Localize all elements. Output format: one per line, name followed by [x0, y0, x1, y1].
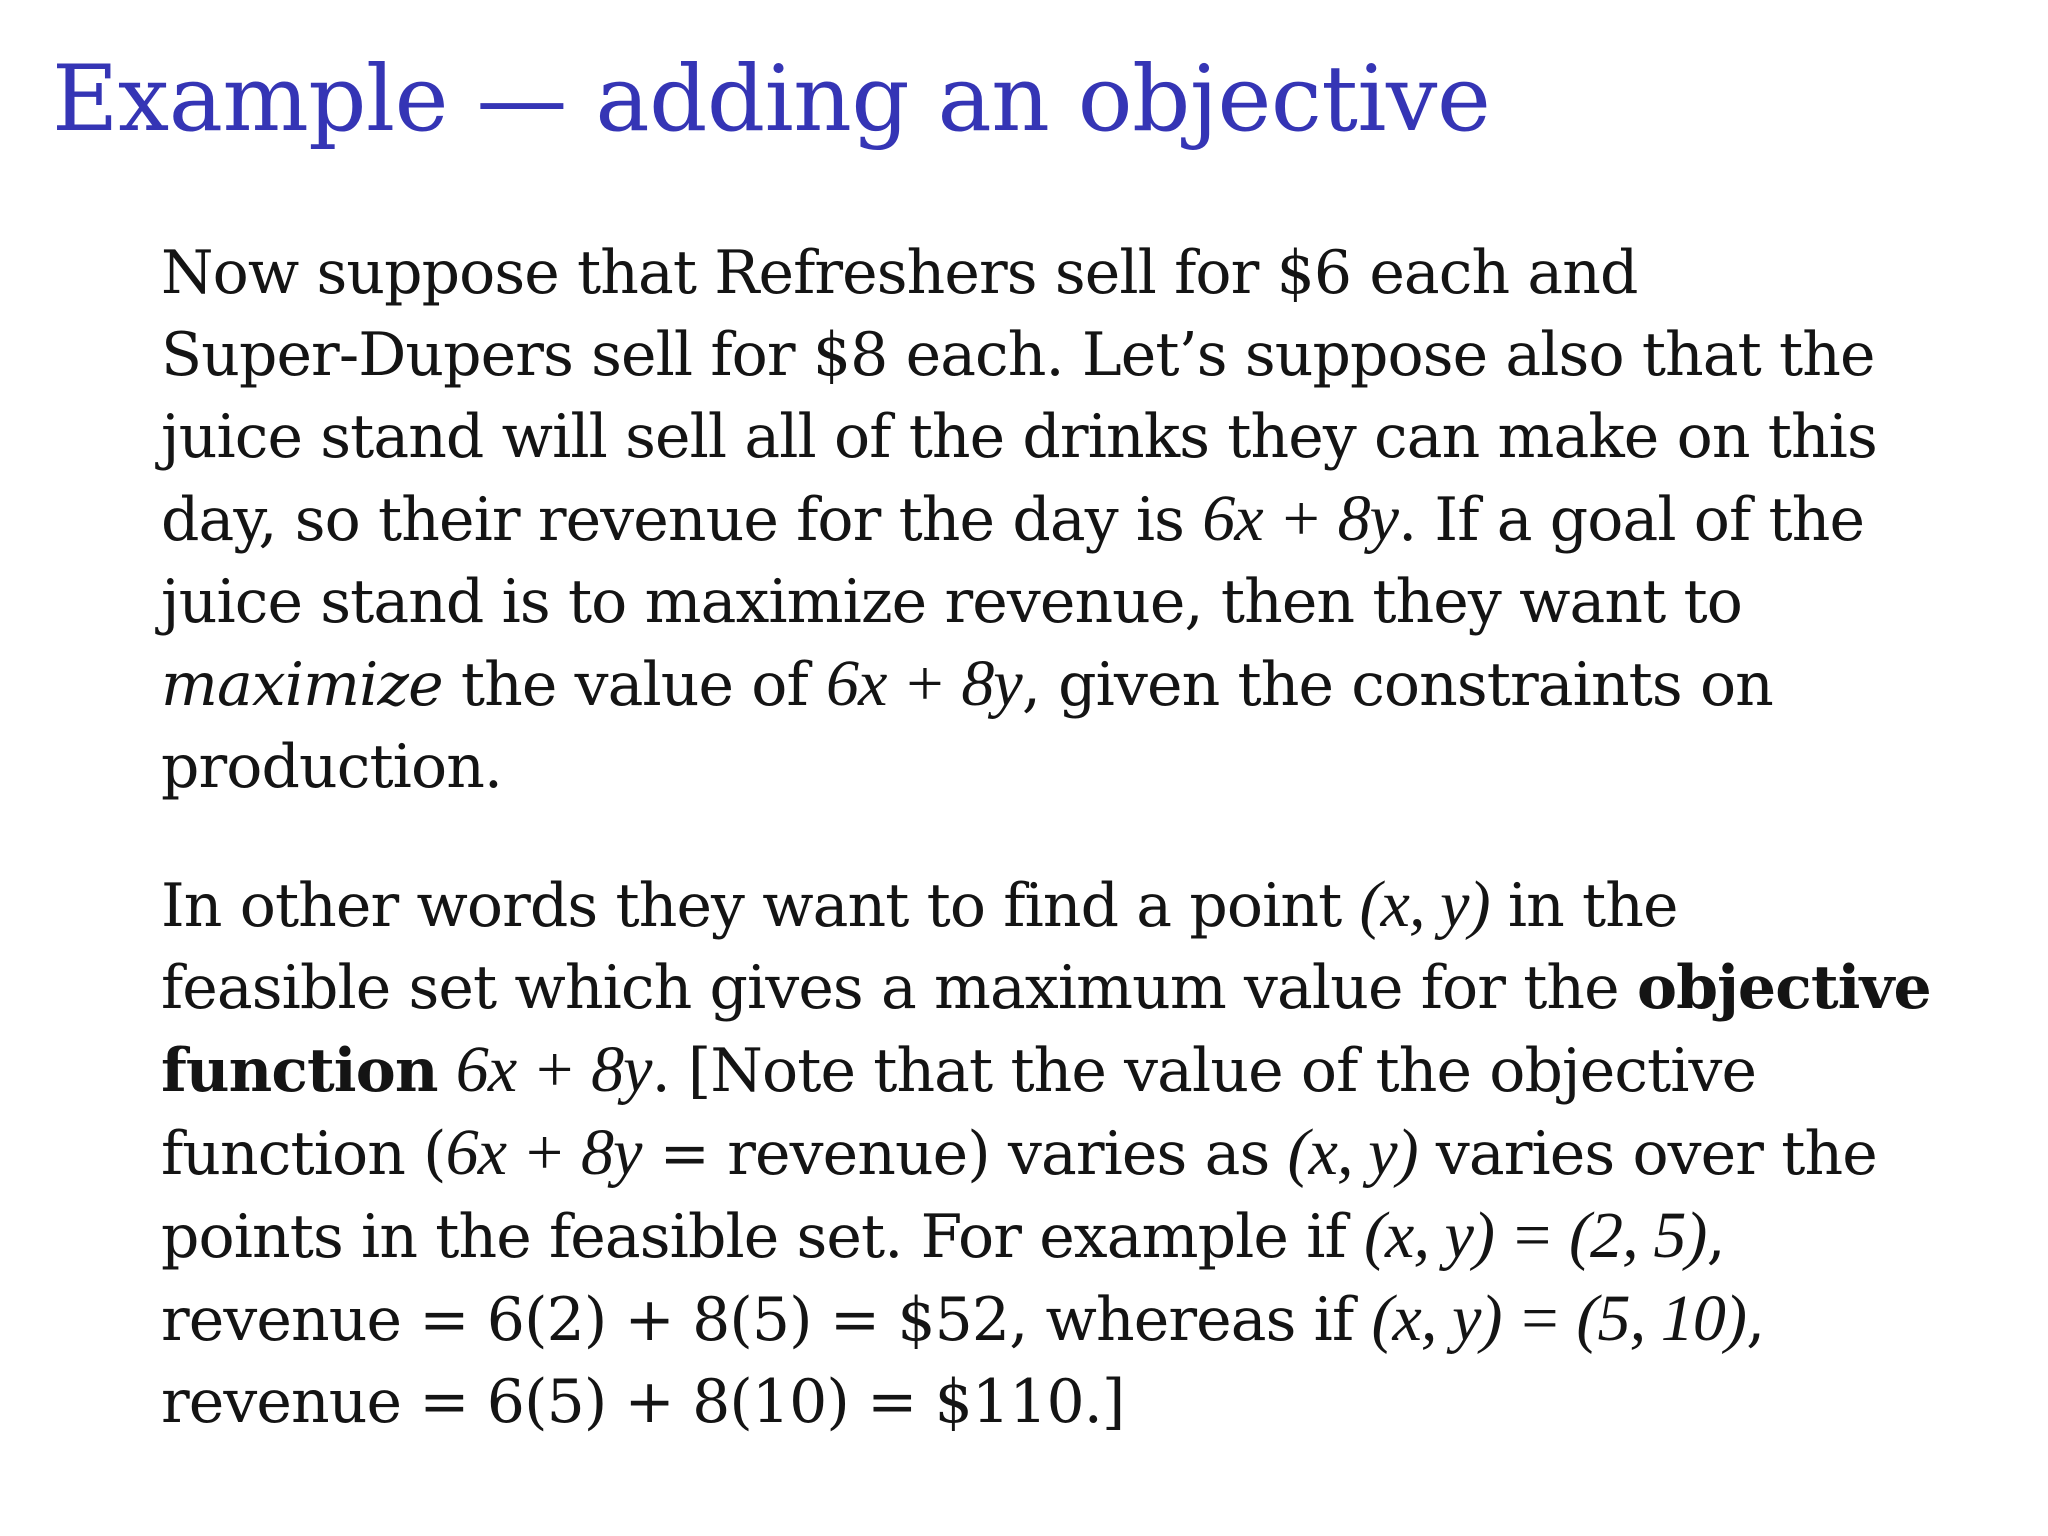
math-expression: (x, y) = (5, 10) [1371, 1282, 1747, 1355]
text-line [161, 947, 2041, 1029]
text-line: Super-Dupers sell for $8 each. Let’s suppose also that the [161, 320, 1875, 390]
text-run: revenue = 6(2) + 8(5) = $52, whereas if [161, 1285, 1372, 1355]
text-run: . If a goal of the [1398, 485, 1865, 555]
text-run: . [Note that the value of the objective [651, 1036, 1757, 1106]
text-line: juice stand will sell all of the drinks they can make on this [161, 402, 1877, 472]
text-line [161, 1112, 2041, 1195]
text-run: day, so their revenue for the day is [161, 485, 1203, 555]
text-run: varies over the [1417, 1119, 1877, 1189]
math-expression: 6x + 8y [455, 1033, 652, 1106]
text-line [161, 1278, 2041, 1361]
math-expression: 6x + 8y [445, 1116, 642, 1189]
slide-title: Example — adding an objective [52, 47, 1491, 152]
text-line: juice stand is to maximize revenue, then they want to [161, 567, 1742, 637]
math-expression: (x, y) [1359, 868, 1490, 941]
paragraph-objective-function [161, 864, 2041, 1443]
emphasized-word: maximize [161, 650, 443, 720]
text-run: , given the constraints on [1021, 650, 1773, 720]
math-expression: 6x + 8y [1202, 482, 1399, 555]
text-run: points in the feasible set. For example if [161, 1202, 1364, 1272]
text-line: Now suppose that Refreshers sell for $6 each and [161, 238, 1638, 308]
text-line [161, 1195, 2041, 1278]
text-run: , [1706, 1202, 1725, 1272]
math-expression: (x, y) = (2, 5) [1363, 1199, 1707, 1272]
text-run: In other words they want to find a point [161, 871, 1360, 941]
text-line: production. [161, 732, 503, 802]
text-run: feasible set which gives a maximum value for the [161, 953, 1637, 1023]
text-run: function ( [161, 1119, 446, 1189]
bold-term: function [161, 1036, 438, 1106]
text-run: = revenue) varies as [641, 1119, 1288, 1189]
text-run: in the [1489, 871, 1678, 941]
text-line: revenue = 6(5) + 8(10) = $110.] [161, 1367, 1125, 1437]
text-run: , [1746, 1285, 1765, 1355]
text-run: the value of [442, 650, 826, 720]
math-expression: 6x + 8y [826, 647, 1022, 720]
paragraph-revenue-setup [161, 232, 2041, 808]
text-line [161, 1029, 2041, 1112]
bold-term: objective [1636, 953, 1931, 1023]
text-line [161, 643, 2041, 726]
text-line [161, 864, 2041, 947]
math-expression: (x, y) [1287, 1116, 1418, 1189]
text-line [161, 478, 2041, 561]
text-run [438, 1036, 456, 1106]
